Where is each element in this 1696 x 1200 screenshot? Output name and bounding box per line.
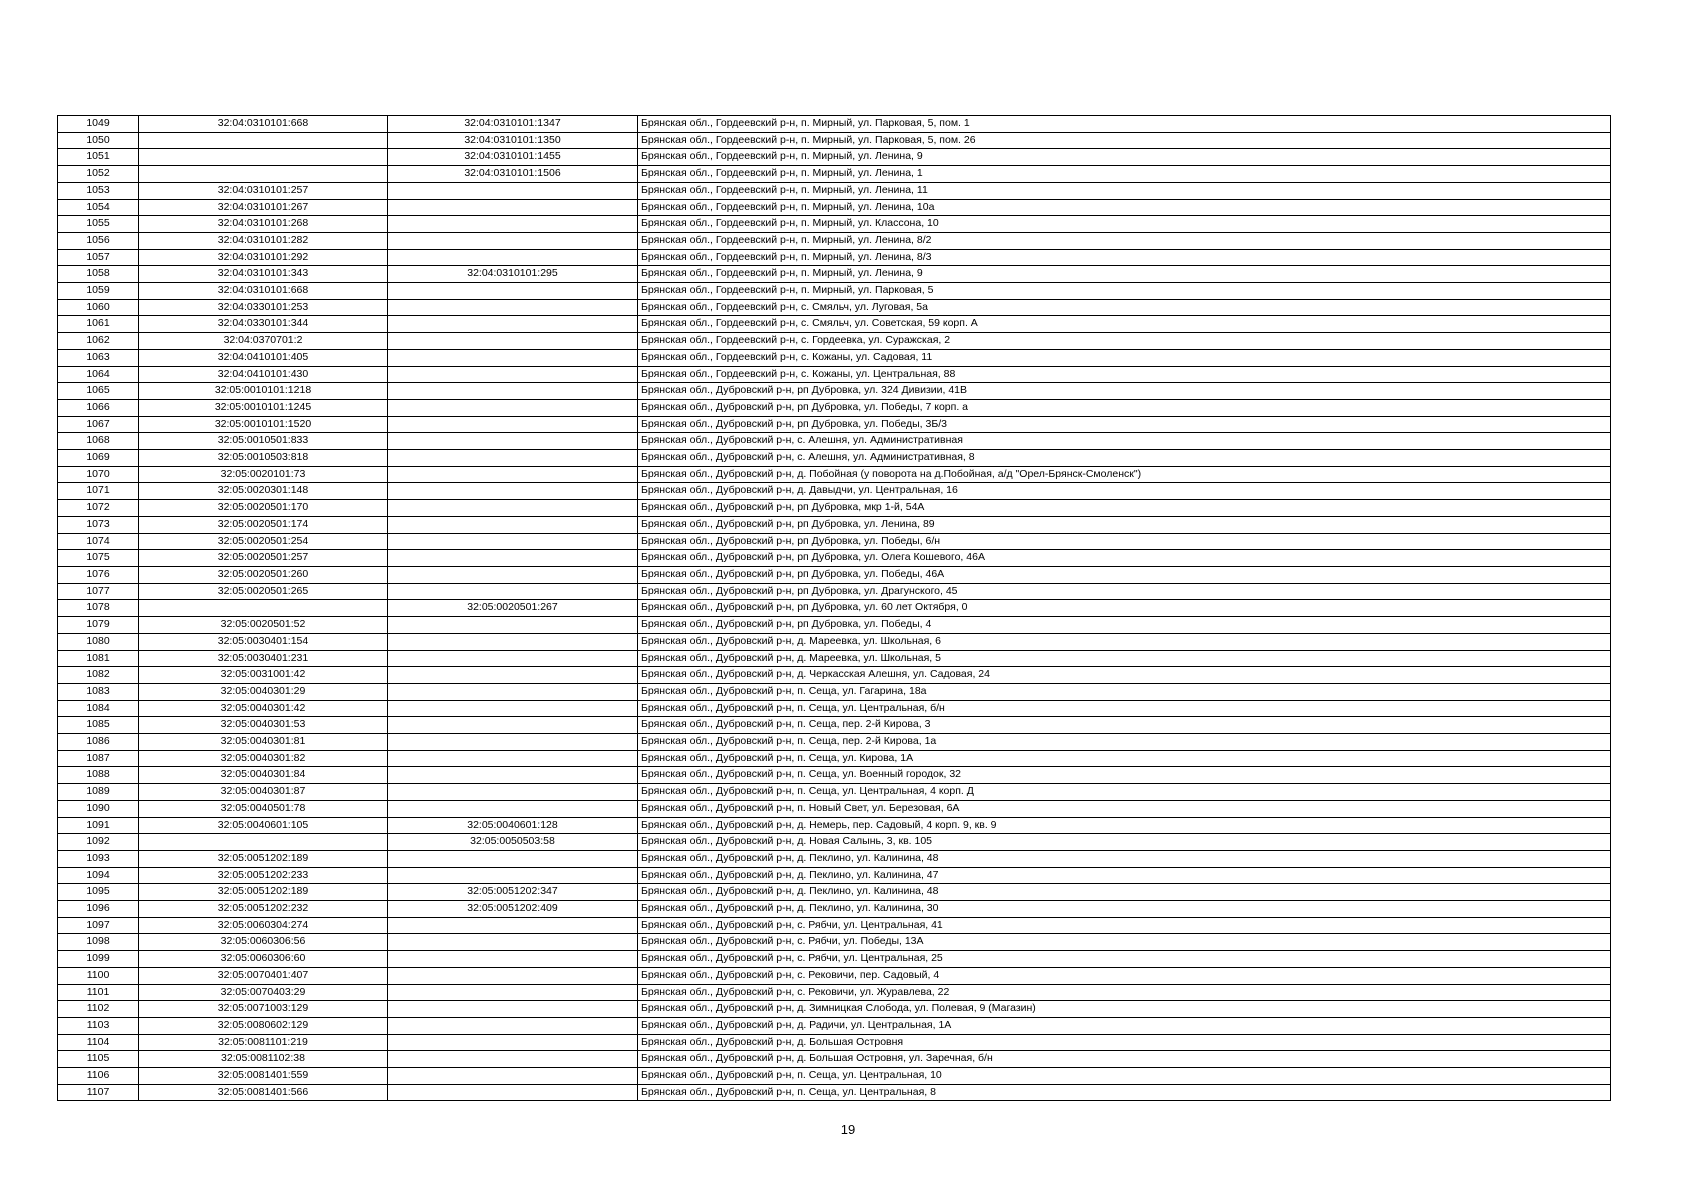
cadastral-number-cell: 32:05:0020501:174 xyxy=(139,516,388,533)
row-number-cell: 1077 xyxy=(58,583,139,600)
row-number-cell: 1057 xyxy=(58,249,139,266)
cadastral-number-cell: 32:05:0020301:148 xyxy=(139,483,388,500)
row-number-cell: 1105 xyxy=(58,1051,139,1068)
cadastral-number-cell xyxy=(139,132,388,149)
row-number-cell: 1054 xyxy=(58,199,139,216)
table-row xyxy=(58,533,1611,550)
linked-cadastral-number-cell xyxy=(388,617,638,634)
address-cell: Брянская обл., Гордеевский р-н, п. Мирный, ул. Классона, 10 xyxy=(638,216,1611,233)
address-cell: Брянская обл., Дубровский р-н, с. Рябчи, ул. Центральная, 41 xyxy=(638,917,1611,934)
table-row xyxy=(58,399,1611,416)
cadastral-number-cell: 32:05:0020501:170 xyxy=(139,500,388,517)
address-cell: Брянская обл., Гордеевский р-н, п. Мирный, ул. Ленина, 8/2 xyxy=(638,232,1611,249)
table-row xyxy=(58,867,1611,884)
linked-cadastral-number-cell xyxy=(388,550,638,567)
address-cell: Брянская обл., Гордеевский р-н, п. Мирный, ул. Ленина, 10а xyxy=(638,199,1611,216)
table-row xyxy=(58,383,1611,400)
linked-cadastral-number-cell: 32:04:0310101:1350 xyxy=(388,132,638,149)
linked-cadastral-number-cell xyxy=(388,734,638,751)
cadastral-number-cell: 32:05:0060304:274 xyxy=(139,917,388,934)
address-cell: Брянская обл., Гордеевский р-н, п. Мирный, ул. Ленина, 1 xyxy=(638,166,1611,183)
cadastral-number-cell: 32:05:0030401:154 xyxy=(139,633,388,650)
linked-cadastral-number-cell xyxy=(388,633,638,650)
row-number-cell: 1094 xyxy=(58,867,139,884)
row-number-cell: 1063 xyxy=(58,349,139,366)
address-cell: Брянская обл., Гордеевский р-н, п. Мирный, ул. Ленина, 9 xyxy=(638,266,1611,283)
cadastral-number-cell: 32:05:0010101:1218 xyxy=(139,383,388,400)
linked-cadastral-number-cell: 32:04:0310101:1506 xyxy=(388,166,638,183)
table-row xyxy=(58,583,1611,600)
linked-cadastral-number-cell xyxy=(388,349,638,366)
address-cell: Брянская обл., Дубровский р-н, рп Дубровка, ул. Победы, 6/н xyxy=(638,533,1611,550)
cadastral-number-cell: 32:05:0040501:78 xyxy=(139,800,388,817)
cadastral-number-cell: 32:05:0071003:129 xyxy=(139,1001,388,1018)
address-cell: Брянская обл., Гордеевский р-н, п. Мирный, ул. Парковая, 5 xyxy=(638,283,1611,300)
address-cell: Брянская обл., Дубровский р-н, д. Пеклино, ул. Калинина, 30 xyxy=(638,901,1611,918)
linked-cadastral-number-cell xyxy=(388,700,638,717)
cadastral-number-cell: 32:05:0040301:82 xyxy=(139,750,388,767)
row-number-cell: 1066 xyxy=(58,399,139,416)
linked-cadastral-number-cell: 32:05:0040601:128 xyxy=(388,817,638,834)
cadastral-number-cell: 32:05:0030401:231 xyxy=(139,650,388,667)
row-number-cell: 1107 xyxy=(58,1084,139,1101)
cadastral-number-cell: 32:05:0010101:1520 xyxy=(139,416,388,433)
cadastral-number-cell: 32:05:0081102:38 xyxy=(139,1051,388,1068)
cadastral-number-cell: 32:04:0410101:405 xyxy=(139,349,388,366)
row-number-cell: 1073 xyxy=(58,516,139,533)
linked-cadastral-number-cell xyxy=(388,1034,638,1051)
address-cell: Брянская обл., Дубровский р-н, рп Дубровка, ул. Победы, 7 корп. а xyxy=(638,399,1611,416)
cadastral-number-cell: 32:04:0330101:344 xyxy=(139,316,388,333)
row-number-cell: 1080 xyxy=(58,633,139,650)
linked-cadastral-number-cell xyxy=(388,533,638,550)
table-row xyxy=(58,650,1611,667)
linked-cadastral-number-cell xyxy=(388,951,638,968)
linked-cadastral-number-cell xyxy=(388,967,638,984)
row-number-cell: 1078 xyxy=(58,600,139,617)
address-cell: Брянская обл., Дубровский р-н, с. Рековичи, ул. Журавлева, 22 xyxy=(638,984,1611,1001)
address-cell: Брянская обл., Гордеевский р-н, п. Мирный, ул. Ленина, 8/3 xyxy=(638,249,1611,266)
table-row xyxy=(58,750,1611,767)
address-cell: Брянская обл., Дубровский р-н, п. Сеща, ул. Военный городок, 32 xyxy=(638,767,1611,784)
linked-cadastral-number-cell xyxy=(388,1051,638,1068)
table-row xyxy=(58,884,1611,901)
row-number-cell: 1060 xyxy=(58,299,139,316)
linked-cadastral-number-cell xyxy=(388,232,638,249)
linked-cadastral-number-cell xyxy=(388,416,638,433)
table-row xyxy=(58,683,1611,700)
address-cell: Брянская обл., Дубровский р-н, д. Давыдчи, ул. Центральная, 16 xyxy=(638,483,1611,500)
cadastral-number-cell: 32:05:0080602:129 xyxy=(139,1017,388,1034)
table-row xyxy=(58,1084,1611,1101)
address-cell: Брянская обл., Дубровский р-н, д. Большая Островня xyxy=(638,1034,1611,1051)
address-cell: Брянская обл., Гордеевский р-н, с. Смяльч, ул. Советская, 59 корп. А xyxy=(638,316,1611,333)
table-row xyxy=(58,483,1611,500)
cadastral-number-cell: 32:05:0081101:219 xyxy=(139,1034,388,1051)
address-cell: Брянская обл., Гордеевский р-н, с. Гордеевка, ул. Суражская, 2 xyxy=(638,333,1611,350)
linked-cadastral-number-cell xyxy=(388,1084,638,1101)
table-row xyxy=(58,1068,1611,1085)
row-number-cell: 1053 xyxy=(58,182,139,199)
cadastral-number-cell: 32:05:0081401:566 xyxy=(139,1084,388,1101)
table-row xyxy=(58,249,1611,266)
linked-cadastral-number-cell xyxy=(388,399,638,416)
address-cell: Брянская обл., Дубровский р-н, с. Алешня, ул. Административная xyxy=(638,433,1611,450)
address-cell: Брянская обл., Гордеевский р-н, п. Мирный, ул. Ленина, 9 xyxy=(638,149,1611,166)
cadastral-number-cell: 32:05:0081401:559 xyxy=(139,1068,388,1085)
cadastral-number-cell: 32:05:0020101:73 xyxy=(139,466,388,483)
linked-cadastral-number-cell xyxy=(388,867,638,884)
row-number-cell: 1082 xyxy=(58,667,139,684)
address-cell: Брянская обл., Дубровский р-н, рп Дубровка, мкр 1-й, 54А xyxy=(638,500,1611,517)
row-number-cell: 1088 xyxy=(58,767,139,784)
address-cell: Брянская обл., Дубровский р-н, с. Рековичи, пер. Садовый, 4 xyxy=(638,967,1611,984)
row-number-cell: 1070 xyxy=(58,466,139,483)
table-row xyxy=(58,667,1611,684)
linked-cadastral-number-cell xyxy=(388,483,638,500)
table-row xyxy=(58,717,1611,734)
address-cell: Брянская обл., Гордеевский р-н, с. Смяльч, ул. Луговая, 5а xyxy=(638,299,1611,316)
address-cell: Брянская обл., Гордеевский р-н, с. Кожаны, ул. Центральная, 88 xyxy=(638,366,1611,383)
linked-cadastral-number-cell xyxy=(388,1068,638,1085)
cadastral-number-cell: 32:05:0010501:833 xyxy=(139,433,388,450)
address-cell: Брянская обл., Дубровский р-н, д. Мареевка, ул. Школьная, 5 xyxy=(638,650,1611,667)
table-row xyxy=(58,1034,1611,1051)
row-number-cell: 1081 xyxy=(58,650,139,667)
address-cell: Брянская обл., Дубровский р-н, п. Сеща, ул. Центральная, б/н xyxy=(638,700,1611,717)
linked-cadastral-number-cell xyxy=(388,750,638,767)
address-cell: Брянская обл., Дубровский р-н, рп Дубровка, ул. Драгунского, 45 xyxy=(638,583,1611,600)
address-cell: Брянская обл., Дубровский р-н, п. Сеща, ул. Кирова, 1А xyxy=(638,750,1611,767)
linked-cadastral-number-cell: 32:04:0310101:1347 xyxy=(388,116,638,133)
table-row xyxy=(58,450,1611,467)
table-row xyxy=(58,934,1611,951)
address-cell: Брянская обл., Дубровский р-н, д. Мареевка, ул. Школьная, 6 xyxy=(638,633,1611,650)
cadastral-number-cell: 32:05:0040301:42 xyxy=(139,700,388,717)
cadastral-number-cell: 32:04:0410101:430 xyxy=(139,366,388,383)
row-number-cell: 1056 xyxy=(58,232,139,249)
address-cell: Брянская обл., Дубровский р-н, п. Сеща, ул. Центральная, 8 xyxy=(638,1084,1611,1101)
row-number-cell: 1065 xyxy=(58,383,139,400)
linked-cadastral-number-cell xyxy=(388,433,638,450)
table-row xyxy=(58,416,1611,433)
table-row xyxy=(58,1051,1611,1068)
linked-cadastral-number-cell xyxy=(388,199,638,216)
linked-cadastral-number-cell xyxy=(388,516,638,533)
cadastral-number-cell: 32:04:0370701:2 xyxy=(139,333,388,350)
address-cell: Брянская обл., Дубровский р-н, д. Радичи, ул. Центральная, 1А xyxy=(638,1017,1611,1034)
address-cell: Брянская обл., Дубровский р-н, с. Алешня, ул. Административная, 8 xyxy=(638,450,1611,467)
cadastral-number-cell: 32:05:0040301:84 xyxy=(139,767,388,784)
linked-cadastral-number-cell xyxy=(388,333,638,350)
row-number-cell: 1102 xyxy=(58,1001,139,1018)
address-cell: Брянская обл., Дубровский р-н, с. Рябчи, ул. Победы, 13А xyxy=(638,934,1611,951)
row-number-cell: 1051 xyxy=(58,149,139,166)
table-row xyxy=(58,767,1611,784)
linked-cadastral-number-cell: 32:04:0310101:295 xyxy=(388,266,638,283)
cadastral-number-cell: 32:05:0040601:105 xyxy=(139,817,388,834)
address-cell: Брянская обл., Гордеевский р-н, п. Мирный, ул. Парковая, 5, пом. 1 xyxy=(638,116,1611,133)
property-register-table xyxy=(57,115,1611,1101)
address-cell: Брянская обл., Дубровский р-н, д. Немерь, пер. Садовый, 4 корп. 9, кв. 9 xyxy=(638,817,1611,834)
row-number-cell: 1069 xyxy=(58,450,139,467)
table-row xyxy=(58,199,1611,216)
cadastral-number-cell: 32:05:0040301:87 xyxy=(139,784,388,801)
linked-cadastral-number-cell xyxy=(388,917,638,934)
table-row xyxy=(58,600,1611,617)
table-row xyxy=(58,850,1611,867)
linked-cadastral-number-cell xyxy=(388,566,638,583)
cadastral-number-cell: 32:05:0020501:52 xyxy=(139,617,388,634)
linked-cadastral-number-cell xyxy=(388,466,638,483)
row-number-cell: 1049 xyxy=(58,116,139,133)
cadastral-number-cell: 32:04:0310101:292 xyxy=(139,249,388,266)
cadastral-number-cell: 32:05:0051202:232 xyxy=(139,901,388,918)
table-row xyxy=(58,550,1611,567)
address-cell: Брянская обл., Дубровский р-н, д. Черкасская Алешня, ул. Садовая, 24 xyxy=(638,667,1611,684)
table-row xyxy=(58,333,1611,350)
row-number-cell: 1099 xyxy=(58,951,139,968)
table-row xyxy=(58,566,1611,583)
row-number-cell: 1062 xyxy=(58,333,139,350)
table-row xyxy=(58,466,1611,483)
address-cell: Брянская обл., Дубровский р-н, п. Сеща, ул. Центральная, 4 корп. Д xyxy=(638,784,1611,801)
page-number: 19 xyxy=(840,1122,856,1137)
table-row xyxy=(58,734,1611,751)
table-row xyxy=(58,433,1611,450)
table-row xyxy=(58,166,1611,183)
linked-cadastral-number-cell: 32:05:0020501:267 xyxy=(388,600,638,617)
cadastral-number-cell: 32:05:0040301:81 xyxy=(139,734,388,751)
linked-cadastral-number-cell xyxy=(388,1001,638,1018)
table-row xyxy=(58,349,1611,366)
cadastral-number-cell: 32:05:0070401:407 xyxy=(139,967,388,984)
linked-cadastral-number-cell xyxy=(388,800,638,817)
address-cell: Брянская обл., Дубровский р-н, п. Сеща, ул. Центральная, 10 xyxy=(638,1068,1611,1085)
linked-cadastral-number-cell xyxy=(388,366,638,383)
cadastral-number-cell: 32:04:0310101:668 xyxy=(139,283,388,300)
table-row xyxy=(58,1001,1611,1018)
cadastral-number-cell xyxy=(139,166,388,183)
address-cell: Брянская обл., Дубровский р-н, рп Дубровка, ул. 324 Дивизии, 41В xyxy=(638,383,1611,400)
row-number-cell: 1097 xyxy=(58,917,139,934)
table-row xyxy=(58,917,1611,934)
row-number-cell: 1058 xyxy=(58,266,139,283)
row-number-cell: 1076 xyxy=(58,566,139,583)
linked-cadastral-number-cell xyxy=(388,1017,638,1034)
address-cell: Брянская обл., Дубровский р-н, д. Пеклино, ул. Калинина, 48 xyxy=(638,884,1611,901)
address-cell: Брянская обл., Дубровский р-н, рп Дубровка, ул. Победы, 3Б/3 xyxy=(638,416,1611,433)
linked-cadastral-number-cell xyxy=(388,934,638,951)
table-row xyxy=(58,116,1611,133)
address-cell: Брянская обл., Дубровский р-н, рп Дубровка, ул. Победы, 46А xyxy=(638,566,1611,583)
linked-cadastral-number-cell xyxy=(388,450,638,467)
row-number-cell: 1071 xyxy=(58,483,139,500)
cadastral-number-cell: 32:05:0040301:29 xyxy=(139,683,388,700)
row-number-cell: 1068 xyxy=(58,433,139,450)
address-cell: Брянская обл., Дубровский р-н, рп Дубровка, ул. 60 лет Октября, 0 xyxy=(638,600,1611,617)
row-number-cell: 1085 xyxy=(58,717,139,734)
row-number-cell: 1092 xyxy=(58,834,139,851)
table-row xyxy=(58,232,1611,249)
cadastral-number-cell: 32:05:0051202:233 xyxy=(139,867,388,884)
table-row xyxy=(58,817,1611,834)
cadastral-number-cell: 32:04:0310101:268 xyxy=(139,216,388,233)
cadastral-number-cell: 32:04:0310101:668 xyxy=(139,116,388,133)
row-number-cell: 1104 xyxy=(58,1034,139,1051)
table-row xyxy=(58,967,1611,984)
address-cell: Брянская обл., Дубровский р-н, д. Пеклино, ул. Калинина, 47 xyxy=(638,867,1611,884)
table-row xyxy=(58,500,1611,517)
table-row xyxy=(58,149,1611,166)
linked-cadastral-number-cell xyxy=(388,683,638,700)
row-number-cell: 1059 xyxy=(58,283,139,300)
cadastral-number-cell xyxy=(139,600,388,617)
linked-cadastral-number-cell xyxy=(388,216,638,233)
table-row xyxy=(58,951,1611,968)
address-cell: Брянская обл., Дубровский р-н, п. Сеща, пер. 2-й Кирова, 3 xyxy=(638,717,1611,734)
row-number-cell: 1106 xyxy=(58,1068,139,1085)
cadastral-number-cell: 32:04:0310101:282 xyxy=(139,232,388,249)
row-number-cell: 1075 xyxy=(58,550,139,567)
cadastral-number-cell: 32:05:0051202:189 xyxy=(139,884,388,901)
cadastral-number-cell: 32:05:0060306:56 xyxy=(139,934,388,951)
linked-cadastral-number-cell: 32:05:0051202:347 xyxy=(388,884,638,901)
table-row xyxy=(58,901,1611,918)
cadastral-number-cell: 32:05:0070403:29 xyxy=(139,984,388,1001)
table-row xyxy=(58,266,1611,283)
row-number-cell: 1074 xyxy=(58,533,139,550)
address-cell: Брянская обл., Дубровский р-н, с. Рябчи, ул. Центральная, 25 xyxy=(638,951,1611,968)
table-row xyxy=(58,132,1611,149)
linked-cadastral-number-cell xyxy=(388,383,638,400)
row-number-cell: 1096 xyxy=(58,901,139,918)
linked-cadastral-number-cell xyxy=(388,500,638,517)
row-number-cell: 1101 xyxy=(58,984,139,1001)
address-cell: Брянская обл., Дубровский р-н, п. Сеща, пер. 2-й Кирова, 1а xyxy=(638,734,1611,751)
cadastral-number-cell: 32:05:0040301:53 xyxy=(139,717,388,734)
row-number-cell: 1072 xyxy=(58,500,139,517)
cadastral-number-cell: 32:05:0031001:42 xyxy=(139,667,388,684)
linked-cadastral-number-cell: 32:05:0050503:58 xyxy=(388,834,638,851)
linked-cadastral-number-cell xyxy=(388,667,638,684)
row-number-cell: 1103 xyxy=(58,1017,139,1034)
linked-cadastral-number-cell: 32:05:0051202:409 xyxy=(388,901,638,918)
address-cell: Брянская обл., Дубровский р-н, рп Дубровка, ул. Олега Кошевого, 46А xyxy=(638,550,1611,567)
address-cell: Брянская обл., Дубровский р-н, п. Новый Свет, ул. Березовая, 6А xyxy=(638,800,1611,817)
table-row xyxy=(58,984,1611,1001)
cadastral-number-cell: 32:05:0020501:265 xyxy=(139,583,388,600)
register-table-body xyxy=(58,116,1611,1101)
table-row xyxy=(58,700,1611,717)
cadastral-number-cell: 32:05:0020501:257 xyxy=(139,550,388,567)
cadastral-number-cell: 32:05:0020501:260 xyxy=(139,566,388,583)
linked-cadastral-number-cell xyxy=(388,650,638,667)
cadastral-number-cell: 32:04:0310101:343 xyxy=(139,266,388,283)
address-cell: Брянская обл., Дубровский р-н, д. Зимницкая Слобода, ул. Полевая, 9 (Магазин) xyxy=(638,1001,1611,1018)
row-number-cell: 1084 xyxy=(58,700,139,717)
row-number-cell: 1083 xyxy=(58,683,139,700)
table-row xyxy=(58,182,1611,199)
address-cell: Брянская обл., Гордеевский р-н, п. Мирный, ул. Парковая, 5, пом. 26 xyxy=(638,132,1611,149)
address-cell: Брянская обл., Дубровский р-н, рп Дубровка, ул. Ленина, 89 xyxy=(638,516,1611,533)
address-cell: Брянская обл., Дубровский р-н, д. Новая Салынь, 3, кв. 105 xyxy=(638,834,1611,851)
row-number-cell: 1067 xyxy=(58,416,139,433)
table-row xyxy=(58,800,1611,817)
row-number-cell: 1095 xyxy=(58,884,139,901)
linked-cadastral-number-cell xyxy=(388,850,638,867)
linked-cadastral-number-cell xyxy=(388,717,638,734)
linked-cadastral-number-cell xyxy=(388,767,638,784)
address-cell: Брянская обл., Дубровский р-н, д. Большая Островня, ул. Заречная, б/н xyxy=(638,1051,1611,1068)
linked-cadastral-number-cell xyxy=(388,316,638,333)
cadastral-number-cell: 32:05:0060306:60 xyxy=(139,951,388,968)
cadastral-number-cell: 32:04:0330101:253 xyxy=(139,299,388,316)
table-row xyxy=(58,283,1611,300)
linked-cadastral-number-cell xyxy=(388,299,638,316)
row-number-cell: 1093 xyxy=(58,850,139,867)
cadastral-number-cell: 32:05:0010503:818 xyxy=(139,450,388,467)
row-number-cell: 1064 xyxy=(58,366,139,383)
linked-cadastral-number-cell xyxy=(388,182,638,199)
table-row xyxy=(58,216,1611,233)
row-number-cell: 1061 xyxy=(58,316,139,333)
row-number-cell: 1050 xyxy=(58,132,139,149)
table-row xyxy=(58,299,1611,316)
row-number-cell: 1055 xyxy=(58,216,139,233)
table-row xyxy=(58,784,1611,801)
table-row xyxy=(58,366,1611,383)
cadastral-number-cell: 32:04:0310101:257 xyxy=(139,182,388,199)
row-number-cell: 1100 xyxy=(58,967,139,984)
address-cell: Брянская обл., Гордеевский р-н, п. Мирный, ул. Ленина, 11 xyxy=(638,182,1611,199)
address-cell: Брянская обл., Дубровский р-н, д. Побойная (у поворота на д.Побойная, а/д "Орел-Брянск-Смоленск") xyxy=(638,466,1611,483)
table-row xyxy=(58,617,1611,634)
linked-cadastral-number-cell xyxy=(388,583,638,600)
address-cell: Брянская обл., Дубровский р-н, рп Дубровка, ул. Победы, 4 xyxy=(638,617,1611,634)
table-row xyxy=(58,1017,1611,1034)
row-number-cell: 1079 xyxy=(58,617,139,634)
cadastral-number-cell xyxy=(139,149,388,166)
linked-cadastral-number-cell: 32:04:0310101:1455 xyxy=(388,149,638,166)
linked-cadastral-number-cell xyxy=(388,984,638,1001)
cadastral-number-cell: 32:05:0051202:189 xyxy=(139,850,388,867)
cadastral-number-cell xyxy=(139,834,388,851)
cadastral-number-cell: 32:05:0010101:1245 xyxy=(139,399,388,416)
table-row xyxy=(58,834,1611,851)
table-row xyxy=(58,633,1611,650)
address-cell: Брянская обл., Дубровский р-н, д. Пеклино, ул. Калинина, 48 xyxy=(638,850,1611,867)
table-row xyxy=(58,516,1611,533)
row-number-cell: 1086 xyxy=(58,734,139,751)
row-number-cell: 1087 xyxy=(58,750,139,767)
linked-cadastral-number-cell xyxy=(388,784,638,801)
table-row xyxy=(58,316,1611,333)
row-number-cell: 1098 xyxy=(58,934,139,951)
linked-cadastral-number-cell xyxy=(388,249,638,266)
address-cell: Брянская обл., Дубровский р-н, п. Сеща, ул. Гагарина, 18а xyxy=(638,683,1611,700)
row-number-cell: 1091 xyxy=(58,817,139,834)
cadastral-number-cell: 32:04:0310101:267 xyxy=(139,199,388,216)
row-number-cell: 1052 xyxy=(58,166,139,183)
linked-cadastral-number-cell xyxy=(388,283,638,300)
address-cell: Брянская обл., Гордеевский р-н, с. Кожаны, ул. Садовая, 11 xyxy=(638,349,1611,366)
row-number-cell: 1090 xyxy=(58,800,139,817)
row-number-cell: 1089 xyxy=(58,784,139,801)
cadastral-number-cell: 32:05:0020501:254 xyxy=(139,533,388,550)
